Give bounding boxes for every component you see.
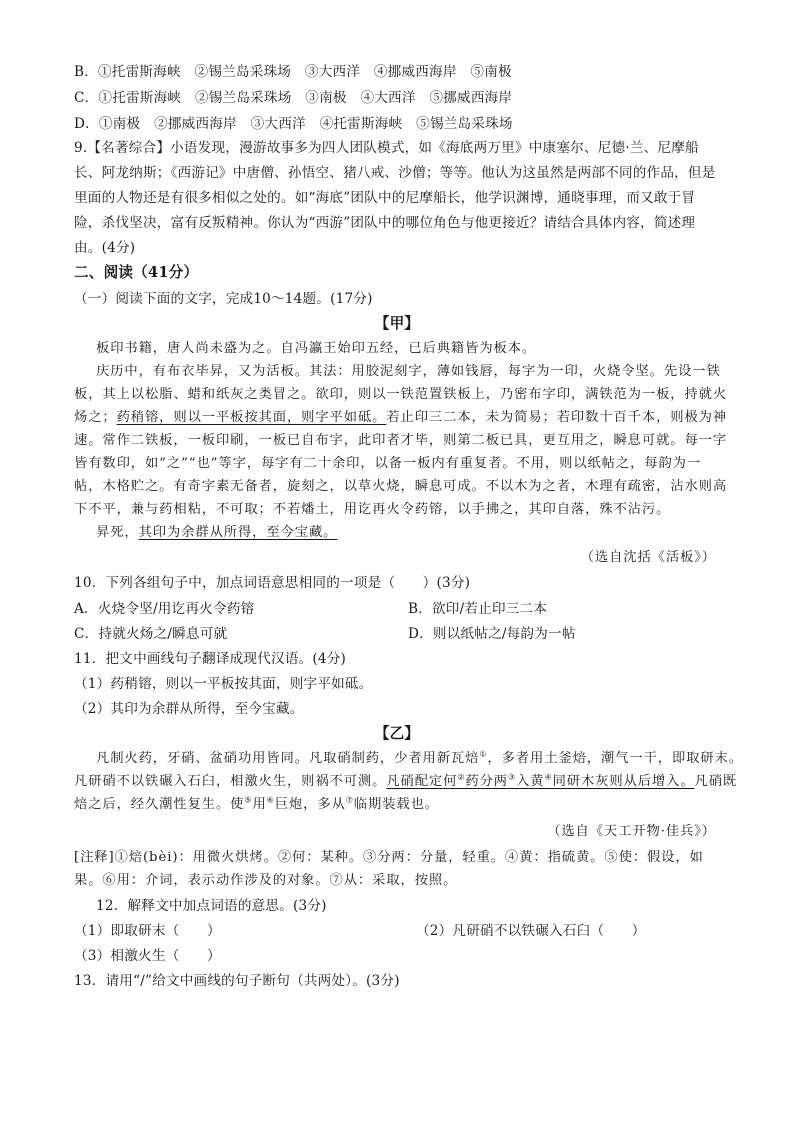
passage-text: 若止印三二本，未为简易；若印数十百千本，则极为神 — [386, 410, 728, 425]
q12-item: （2）凡研硝不以铁碾入石臼（ ） — [416, 923, 646, 939]
q8-option-d: D．①南极 ②挪威西海岸 ③大西洋 ④托雷斯海峡 ⑤锡兰岛采珠场 — [74, 116, 513, 132]
underlined-text: 凡硝配定何 — [386, 774, 458, 789]
q12-stem: 12．解释文中加点词语的意思。(3分) — [96, 898, 327, 914]
passage-source: （选自沈括《活板》） — [580, 550, 716, 565]
footnote-mark: ⑤ — [244, 795, 253, 805]
passage-line — [74, 408, 727, 428]
q9-line: 里面的人物还是有很多相似之处的。如“海底”团队中的尼摩船长，他学识渊博，通晓事理，而又敢于冒 — [74, 190, 696, 206]
footnote-mark: ⑥ — [266, 795, 275, 805]
passage-line: 速。常作二铁板，一板印刷，一板已自布字，此印者才毕，则第二板已具，更互用之，瞬息可就。每一字 — [74, 433, 728, 448]
footnote-mark: ③ — [508, 772, 517, 782]
passage-line — [74, 795, 439, 815]
footnote-mark: ⑦ — [345, 795, 354, 805]
q12-item: （3）相激火生（ ） — [74, 948, 221, 964]
passage-text: ，多者用土釜焙，潮气一干，即取研末。 — [487, 751, 743, 766]
passage-label-yi: 【乙】 — [374, 725, 420, 742]
passage-label-jia: 【甲】 — [374, 315, 420, 332]
passage-text: 用 — [252, 797, 267, 812]
underlined-text: 药分两 — [465, 774, 508, 789]
passage-text: 凡研硝不以铁碾入石臼，相激火生，则祸不可测。 — [74, 774, 387, 789]
passage-line — [96, 523, 337, 543]
q10-stem: 10．下列各组句子中，加点词语意思相同的一项是（ ）(3分) — [74, 575, 471, 591]
passage-line — [74, 772, 737, 792]
passage-line — [96, 749, 743, 769]
section-subtitle: （一）阅读下面的文字，完成10～14题。(17分) — [74, 291, 373, 307]
underlined-sentence: 其印为余群从所得，至今宝藏。 — [138, 525, 338, 540]
q9-line: 长、阿龙纳斯；《西游记》中唐僧、孙悟空、猪八戒、沙僧；等等。他认为这虽然是两部不同的作品，但是 — [74, 165, 716, 181]
q10-option-d: D．则以纸帖之/每韵为一帖 — [408, 626, 576, 642]
q9-line: 险，杀伐坚决，富有反叛精神。你认为“西游”团队中的哪位角色与他更接近？请结合具体内容，简述理 — [74, 215, 696, 231]
passage-line: 帖，木格贮之。有奇字素无备者，旋刻之，以草火烧，瞬息可成。不以木为之者，木理有疏密，沾水则高 — [74, 479, 728, 494]
passage-line: 板印书籍，唐人尚未盛为之。自冯瀛王始印五经，已后典籍皆为板本。 — [96, 341, 537, 356]
passage-line: 下不平，兼与药相粘，不可取；不若燔土，用讫再火令药镕，以手拂之，其印自落，殊不沾污。 — [74, 502, 671, 517]
q10-option-b: B．欲印/若止印三二本 — [408, 601, 548, 617]
q11-item: （2）其印为余群从所得，至今宝藏。 — [74, 701, 304, 717]
passage-line: 皆有数印，如“之”“也”等字，每字有二十余印，以备一板内有重复者。不用，则以纸帖之，每韵为一 — [74, 456, 702, 471]
passage-text: 凡制火药，牙硝、盆硝功用皆同。凡取硝制药，少者用新瓦焙 — [96, 751, 480, 766]
footnote-mark: ② — [457, 772, 466, 782]
passage-line: 庆历中，有布衣毕昇，又为活板。其法：用胶泥刻字，薄如钱唇，每字为一印，火烧令坚。先设一铁 — [96, 364, 721, 379]
section-title: 二、阅读（41分） — [74, 264, 199, 281]
q11-item: （1）药稍镕，则以一平板按其面，则字平如砥。 — [74, 676, 373, 692]
passage-text: 巨炮，多从 — [274, 797, 346, 812]
passage-text: 昇死， — [96, 525, 139, 540]
passage-text: 焙之后，经久潮性复生。使 — [74, 797, 245, 812]
q13-stem: 13．请用“/”给文中画线的句子断句（共两处）。(3分) — [74, 973, 400, 989]
annotation-line: [注释]①焙(bèi)：用微火烘烤。②何：某种。③分两：分量，轻重。④黄：指硫黄。⑤使：假设，如 — [74, 850, 704, 865]
q8-option-b: B．①托雷斯海峡 ②锡兰岛采珠场 ③大西洋 ④挪威西海岸 ⑤南极 — [74, 64, 512, 80]
annotation-line: 果。⑥用：介词，表示动作涉及的对象。⑦从：采取，按照。 — [74, 873, 458, 888]
footnote-mark: ④ — [544, 772, 553, 782]
q12-item: （1）即取研末（ ） — [74, 923, 221, 939]
footnote-mark: ① — [479, 749, 488, 759]
passage-source: （选自《天工开物·佳兵》） — [547, 824, 716, 839]
q8-option-c: C．①托雷斯海峡 ②锡兰岛采珠场 ③南极 ④大西洋 ⑤挪威西海岸 — [74, 90, 513, 106]
passage-text: 凡硝既 — [694, 774, 738, 789]
passage-text: 临期装载也。 — [353, 797, 439, 812]
passage-line: 板，其上以松脂、蜡和纸灰之类冒之。欲印，则以一铁范置铁板上，乃密布字印，满铁范为一板，持就火 — [74, 387, 728, 402]
passage-text: 炀之； — [74, 410, 117, 425]
q9-line: 9.【名著综合】小语发现，漫游故事多为四人团队模式，如《海底两万里》中康塞尔、尼德·兰、尼摩船 — [74, 140, 699, 156]
underlined-sentence — [386, 774, 694, 789]
underlined-sentence: 药稍镕，则以一平板按其面，则字平如砥。 — [116, 410, 387, 425]
q10-option-c: C．持就火炀之/瞬息可就 — [74, 626, 228, 642]
underlined-text: 入黄 — [516, 774, 545, 789]
q11-stem: 11．把文中画线句子翻译成现代汉语。(4分) — [74, 651, 347, 667]
q10-option-a: A．火烧令坚/用讫再火令药镕 — [74, 601, 255, 617]
q9-line: 由。(4分) — [74, 240, 136, 256]
underlined-text: 同研木灰则从后增入。 — [552, 774, 695, 789]
